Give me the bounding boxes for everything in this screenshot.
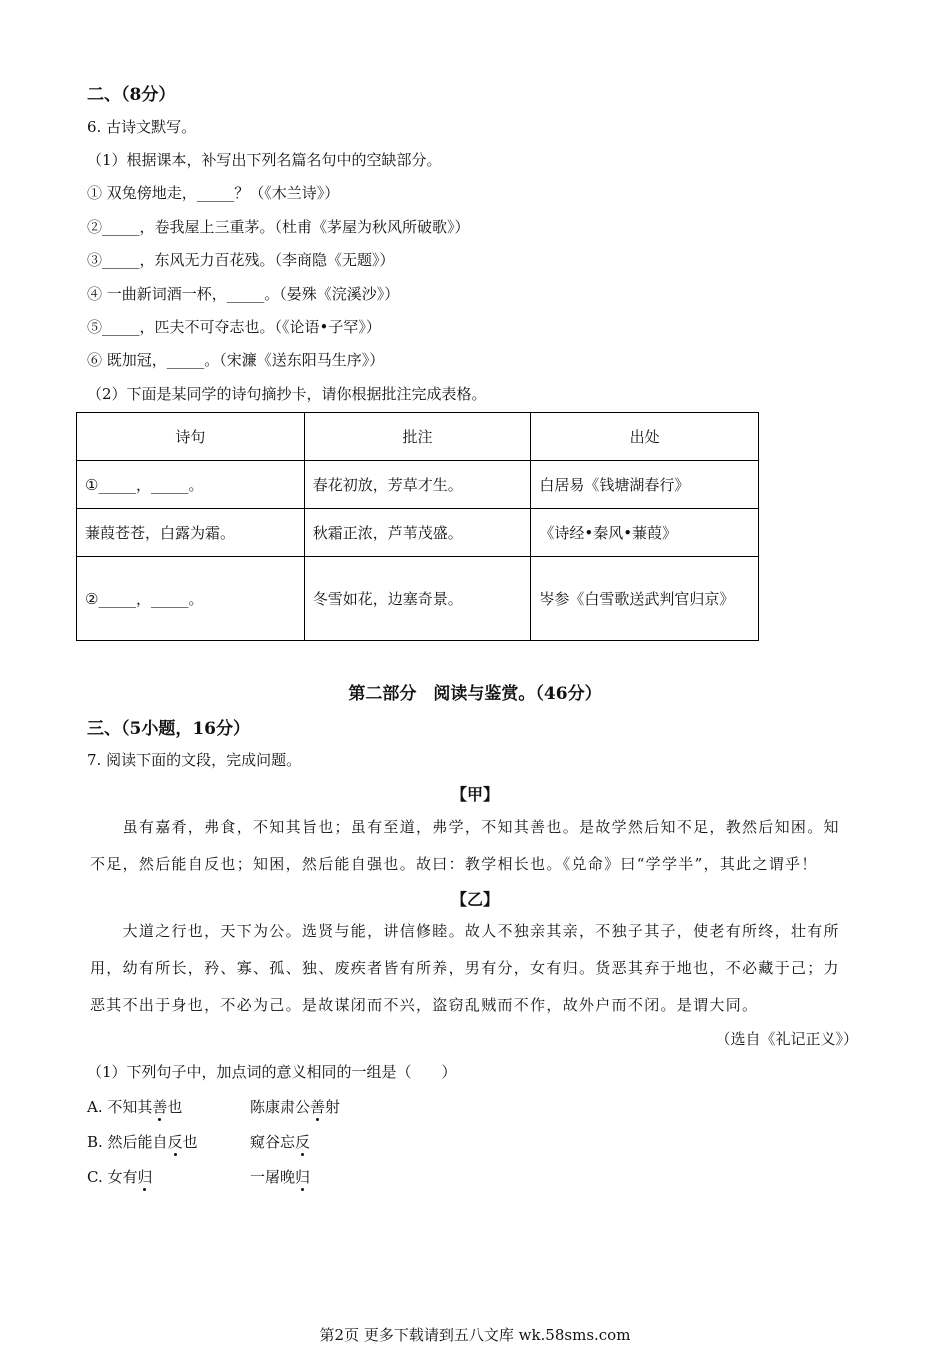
table-row: [77, 509, 759, 557]
option-c-left: C. 女有归: [87, 1168, 153, 1186]
table-cell-source: 《诗经•秦风•蒹葭》: [531, 509, 759, 557]
passage-source: （选自《礼记正义》）: [715, 1030, 858, 1048]
table-cell-source: 白居易《钱塘湖春行》: [531, 461, 759, 509]
question-6-title: 6. 古诗文默写。: [87, 118, 197, 136]
option-a-left: A. 不知其善也: [87, 1098, 183, 1116]
table-header-note: 批注: [304, 413, 531, 461]
passage-yi-label: 【乙】: [450, 890, 499, 909]
table-row: [77, 461, 759, 509]
recite-line-4: ④ 一曲新词酒一杯，_____。（晏殊《浣溪沙》）: [87, 285, 400, 303]
question-6-sub2: （2）下面是某同学的诗句摘抄卡，请你根据批注完成表格。: [87, 385, 487, 403]
passage-yi-line-2: 用，幼有所长，矜、寡、孤、独、废疾者皆有所养，男有分，女有归。货恶其弃于地也，不必藏于己；力: [90, 959, 840, 977]
table-header-row: [77, 413, 759, 461]
table-cell-note: 冬雪如花，边塞奇景。: [304, 557, 531, 641]
option-a-right: 陈康肃公善射: [250, 1098, 341, 1116]
table-cell-verse: ①_____，_____。: [77, 461, 305, 509]
section-2-heading: 二、（8分）: [87, 85, 176, 105]
passage-yi-line-3: 恶其不出于身也，不必为己。是故谋闭而不兴，盗窃乱贼而不作，故外户而不闭。是谓大同。: [90, 996, 759, 1014]
table-cell-note: 秋霜正浓，芦苇茂盛。: [304, 509, 531, 557]
table-header-source: 出处: [531, 413, 759, 461]
recite-line-2: ②_____，卷我屋上三重茅。（杜甫《茅屋为秋风所破歌》）: [87, 218, 470, 236]
table-row: [77, 557, 759, 641]
passage-jia-line-2: 不足，然后能自反也；知困，然后能自强也。故曰：教学相长也。《兑命》曰“学学半”，其此之谓乎！: [90, 855, 818, 873]
table-cell-source: 岑参《白雪歌送武判官归京》: [531, 557, 759, 641]
poem-card-table: [76, 412, 759, 641]
passage-jia-label: 【甲】: [450, 785, 499, 804]
section-3-heading: 三、（5小题，16分）: [87, 719, 250, 739]
table-cell-verse: 蒹葭苍苍，白露为霜。: [77, 509, 305, 557]
option-b-right: 窥谷忘反: [250, 1133, 311, 1151]
question-7-title: 7. 阅读下面的文段，完成问题。: [87, 751, 302, 769]
dotted-word: 反: [167, 1133, 183, 1151]
question-6-sub1: （1）根据课本，补写出下列名篇名句中的空缺部分。: [87, 151, 442, 169]
table-header-verse: 诗句: [77, 413, 305, 461]
page-footer: 第2页 更多下载请到五八文库 wk.58sms.com: [319, 1326, 631, 1344]
question-7-sub1: （1）下列句子中，加点词的意义相同的一组是（ ）: [87, 1063, 457, 1081]
recite-line-1: ① 双兔傍地走，_____？（《木兰诗》）: [87, 184, 340, 202]
recite-line-3: ③_____，东风无力百花残。（李商隐《无题》）: [87, 251, 395, 269]
recite-line-6: ⑥ 既加冠，_____。（宋濂《送东阳马生序》）: [87, 351, 385, 369]
passage-jia-line-1: 虽有嘉肴，弗食，不知其旨也；虽有至道，弗学，不知其善也。是故学然后知不足，教然后知困。知: [90, 818, 840, 836]
table-cell-verse: ②_____，_____。: [77, 557, 305, 641]
dotted-word: 善: [152, 1098, 168, 1116]
dotted-word: 归: [295, 1168, 311, 1186]
dotted-word: 归: [137, 1168, 153, 1186]
table-cell-note: 春花初放，芳草才生。: [304, 461, 531, 509]
recite-line-5: ⑤_____，匹夫不可夺志也。（《论语•子罕》）: [87, 318, 381, 336]
option-c-right: 一屠晚归: [250, 1168, 311, 1186]
part-2-title: 第二部分 阅读与鉴赏。（46分）: [348, 684, 602, 704]
dotted-word: 善: [310, 1098, 326, 1116]
dotted-word: 反: [295, 1133, 311, 1151]
option-b-left: B. 然后能自反也: [87, 1133, 198, 1151]
passage-yi-line-1: 大道之行也，天下为公。选贤与能，讲信修睦。故人不独亲其亲，不独子其子，使老有所终，壮有所: [90, 922, 840, 940]
